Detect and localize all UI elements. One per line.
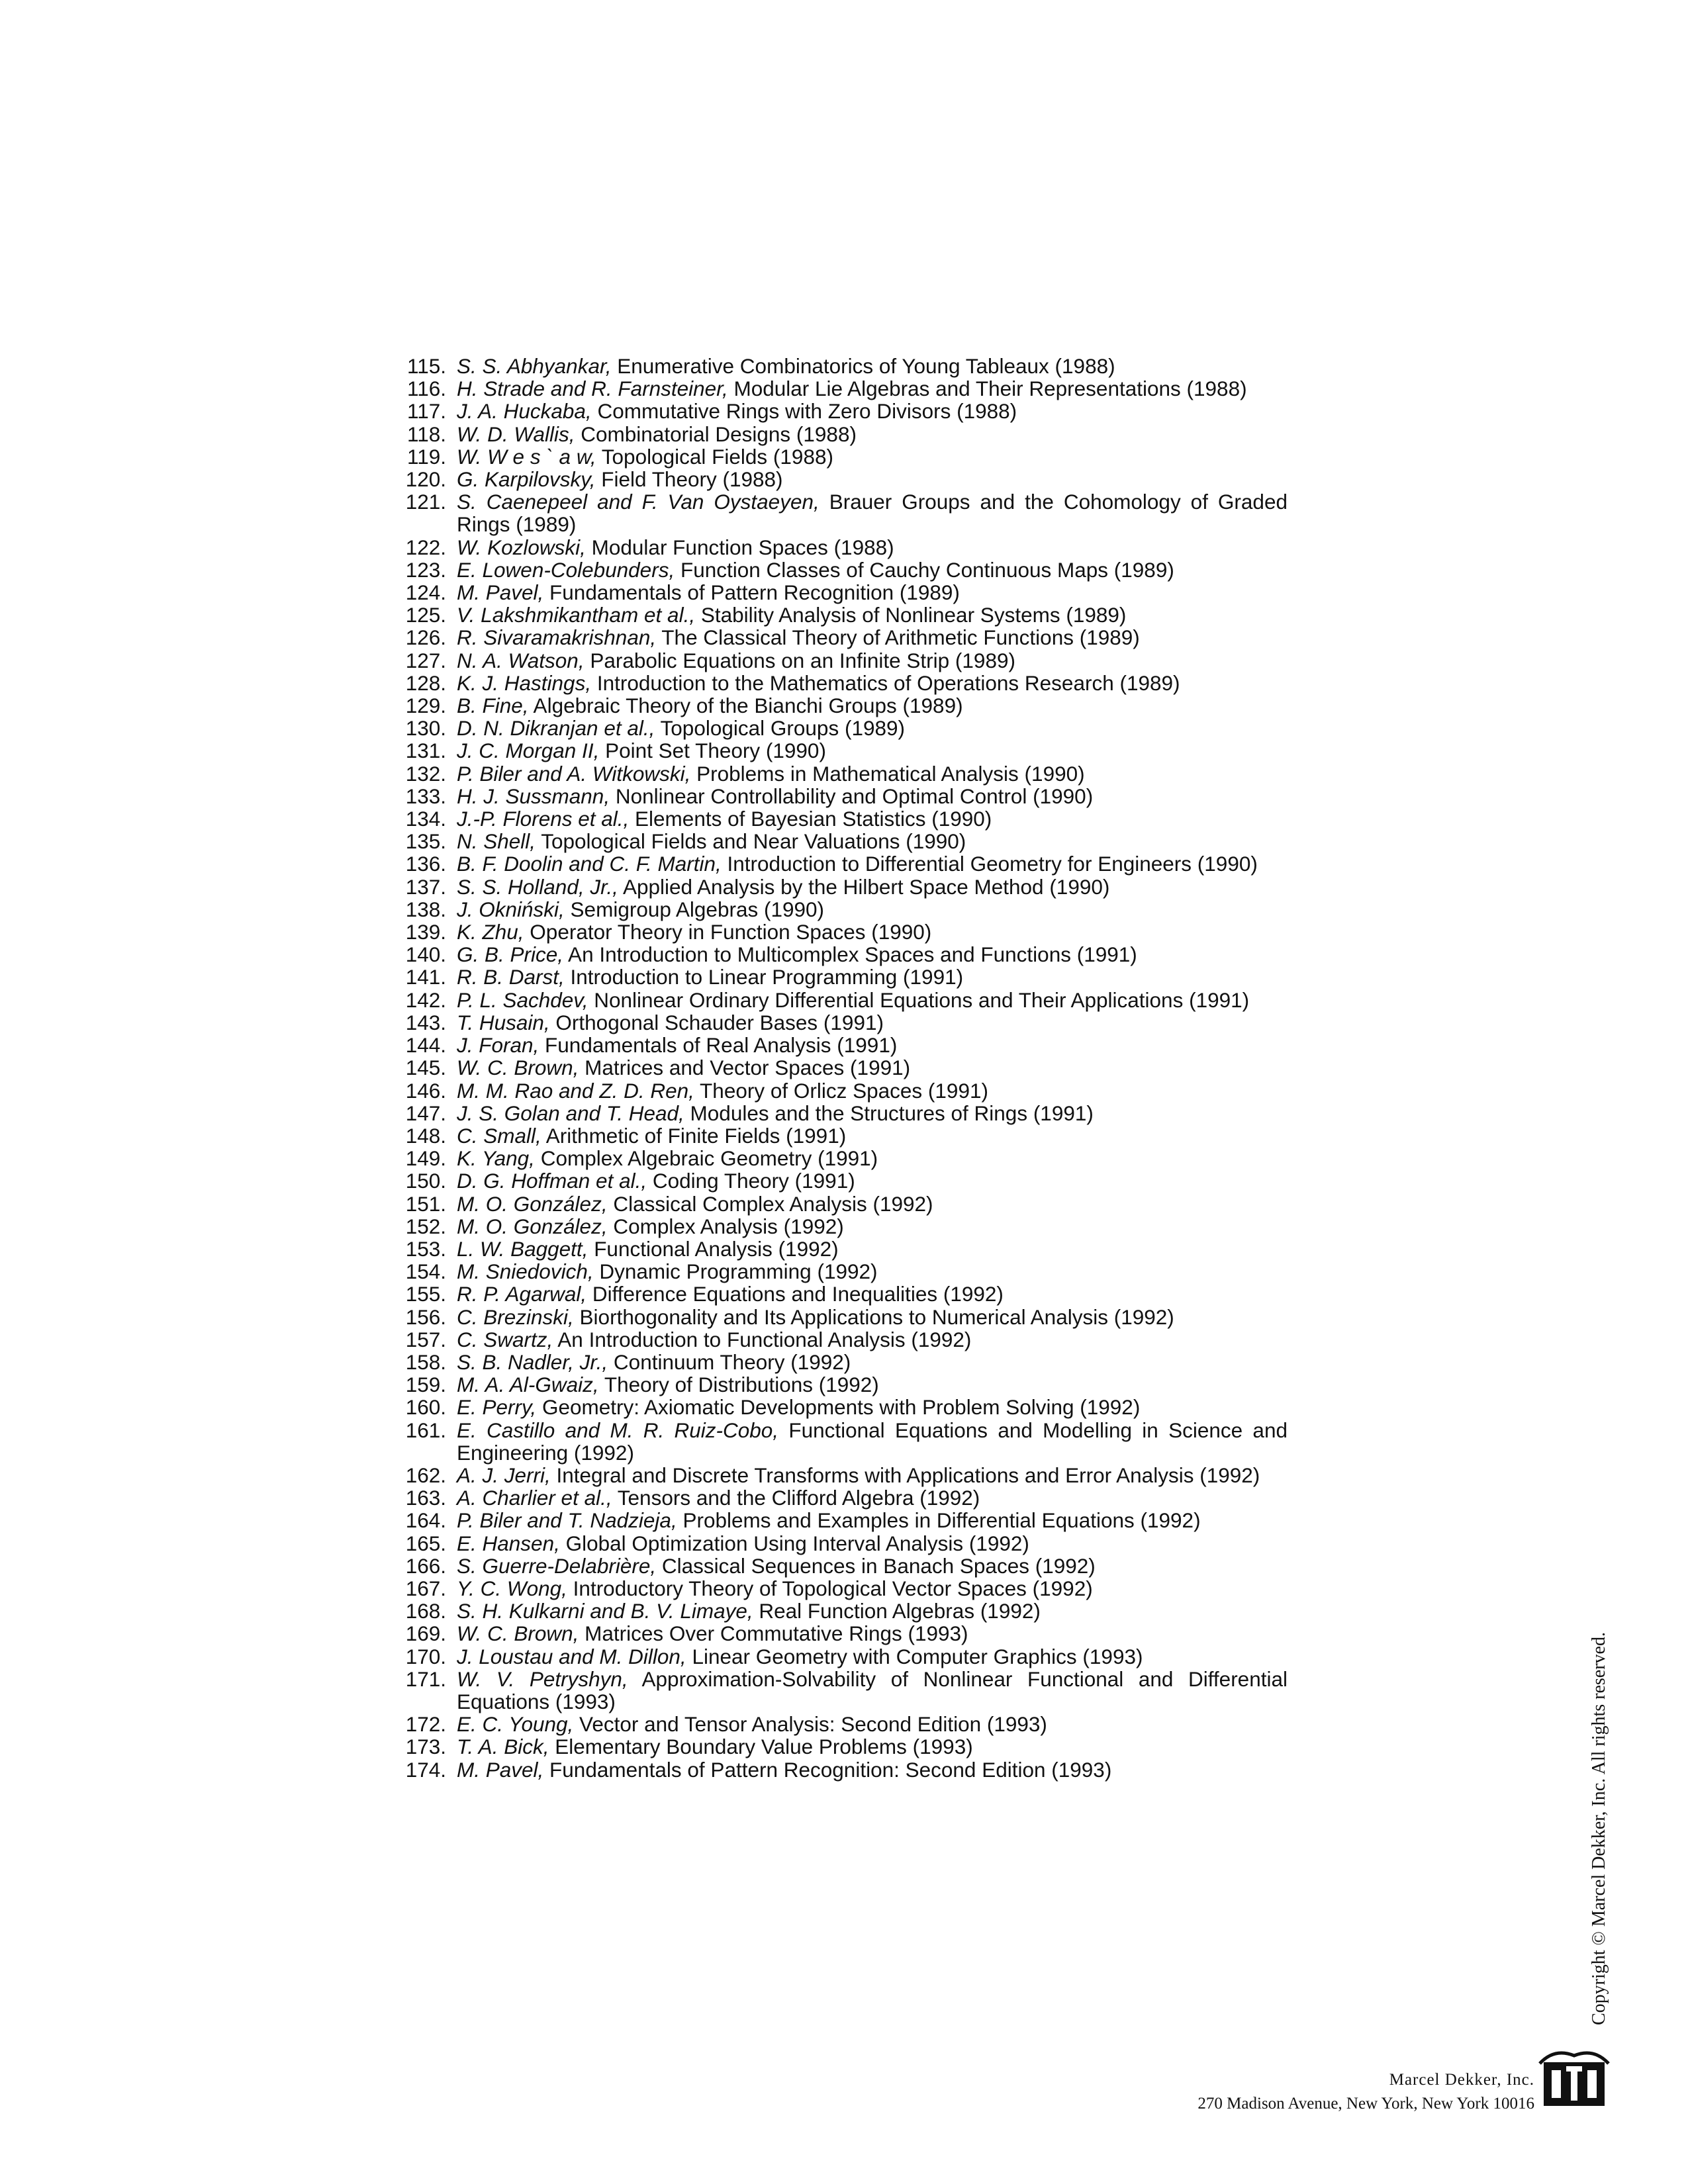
book-entry [397,739,1288,762]
book-entry [397,1735,1288,1758]
entry-title: Nonlinear Controllability and Optimal Control (1990) [610,784,1094,808]
entry-number: 163. [405,1486,446,1510]
entry-number: 164. [405,1508,446,1533]
entry-title: Elements of Bayesian Statistics (1990) [629,807,992,831]
entry-title: Point Set Theory (1990) [599,739,826,763]
publisher-address: 270 Madison Avenue, New York, New York 10016 [1197,2095,1534,2113]
entry-author: W. W e s ` a w, [457,444,596,469]
entry-title: Modular Function Spaces (1988) [585,535,894,559]
entry-author: J.-P. Florens et al., [457,807,630,831]
entry-title: Biorthogonality and Its Applications to Numerical Analysis (1992) [573,1304,1174,1329]
book-entry [397,1668,1288,1713]
book-entry [397,1169,1288,1192]
book-entry [397,694,1288,717]
entry-number: 118. [407,422,446,446]
entry-title: Linear Geometry with Computer Graphics (1993) [686,1644,1143,1668]
entry-author: G. B. Price, [457,942,564,967]
book-entry [397,1215,1288,1238]
entry-author: E. Perry, [457,1395,537,1420]
entry-number: 130. [405,716,446,741]
entry-author: M. M. Rao and Z. D. Ren, [457,1078,694,1103]
entry-title: Function Classes of Cauchy Continuous Maps (1989) [675,557,1174,582]
book-entry [397,1622,1288,1645]
entry-number: 129. [405,694,446,718]
entry-author: E. Hansen, [457,1531,560,1555]
book-entry [397,717,1288,739]
entry-title: Continuum Theory (1992) [608,1349,851,1374]
entry-title: Stability Analysis of Nonlinear Systems (1989) [695,603,1127,627]
book-entry [397,762,1288,785]
entry-author: H. J. Sussmann, [457,784,610,808]
entry-title: Introductory Theory of Topological Vector Spaces (1992) [567,1576,1093,1600]
entry-title: Elementary Boundary Value Problems (1993) [549,1735,973,1759]
book-entry [397,966,1288,988]
entry-author: C. Swartz, [457,1327,553,1351]
entry-author: C. Small, [457,1123,541,1148]
entry-author: R. P. Agarwal, [457,1282,587,1306]
entry-number: 123. [405,557,446,582]
entry-author: H. Strade and R. Farnsteiner, [457,377,728,401]
entry-title: Vector and Tensor Analysis: Second Edition (1993) [573,1712,1047,1737]
entry-author: K. Yang, [457,1146,535,1171]
entry-number: 174. [405,1757,446,1782]
entry-number: 139. [405,920,446,944]
entry-number: 171. [405,1666,446,1691]
entry-author: C. Brezinski, [457,1304,574,1329]
book-entry [397,1486,1288,1509]
book-entry [397,1193,1288,1215]
entry-number: 168. [405,1599,446,1623]
entry-title: Introduction to the Mathematics of Operations Research (1989) [591,670,1180,695]
book-entry [397,604,1288,626]
entry-author: M. Pavel, [457,580,544,605]
book-entry [397,852,1288,875]
entry-title: Difference Equations and Inequalities (1992) [586,1282,1004,1306]
entry-number: 138. [405,897,446,921]
book-entry [397,1464,1288,1486]
entry-number: 146. [405,1078,446,1103]
entry-title: Applied Analysis by the Hilbert Space Method (1990) [618,874,1110,899]
entry-author: V. Lakshmikantham et al., [457,603,696,627]
entry-title: Topological Groups (1989) [655,716,906,741]
book-entry [397,490,1288,535]
entry-title: Modular Lie Algebras and Their Representations (1988) [727,377,1247,401]
entry-number: 166. [405,1553,446,1578]
entry-number: 158. [405,1349,446,1374]
entry-number: 127. [405,648,446,672]
book-entry [397,1283,1288,1305]
entry-title: Orthogonal Schauder Bases (1991) [549,1010,884,1034]
entry-author: R. B. Darst, [457,965,565,989]
entry-title: Complex Analysis (1992) [607,1214,844,1238]
entry-title: Functional Equations and Modelling in Science and Engineering (1992) [457,1418,1288,1465]
entry-title: Fundamentals of Real Analysis (1991) [539,1033,898,1058]
entry-title: Approximation-Solvability of Nonlinear Functional and Differential Equations (1993) [457,1666,1288,1713]
book-entry [397,1034,1288,1056]
entry-title: Integral and Discrete Transforms with Applications and Error Analysis (1992) [550,1463,1260,1487]
entry-number: 151. [405,1191,446,1216]
entry-author: M. O. González, [457,1191,608,1216]
entry-title: Field Theory (1988) [595,467,783,492]
entry-author: P. L. Sachdev, [457,987,588,1012]
entry-number: 131. [405,739,446,763]
entry-title: Problems in Mathematical Analysis (1990) [690,761,1085,786]
entry-title: Theory of Distributions (1992) [598,1373,879,1397]
book-entry [397,423,1288,445]
entry-number: 141. [405,965,446,989]
entry-author: B. F. Doolin and C. F. Martin, [457,852,722,876]
entry-number: 144. [405,1033,446,1058]
entry-author: A. Charlier et al., [457,1486,612,1510]
entry-author: R. Sivaramakrishnan, [457,625,657,650]
entry-author: W. C. Brown, [457,1056,579,1080]
book-entry [397,1238,1288,1260]
series-book-list [397,355,1288,1781]
entry-author: W. C. Brown, [457,1621,579,1646]
entry-number: 143. [405,1010,446,1034]
entry-author: S. Guerre-Delabrière, [457,1553,657,1578]
entry-author: K. J. Hastings, [457,670,592,695]
entry-number: 159. [405,1373,446,1397]
entry-author: N. Shell, [457,829,536,854]
book-entry [397,581,1288,604]
book-entry [397,1079,1288,1102]
entry-number: 137. [405,874,446,899]
entry-title: Enumerative Combinatorics of Young Tableaux (1988) [611,354,1115,378]
book-entry [397,830,1288,852]
entry-title: Modules and the Structures of Rings (1991) [684,1101,1094,1125]
entry-number: 120. [405,467,446,492]
entry-title: Matrices and Vector Spaces (1991) [579,1056,911,1080]
entry-author: E. Lowen-Colebunders, [457,557,675,582]
book-entry [397,1419,1288,1464]
entry-number: 122. [405,535,446,559]
entry-number: 135. [405,829,446,854]
entry-title: Complex Algebraic Geometry (1991) [534,1146,878,1171]
entry-title: Combinatorial Designs (1988) [575,422,857,446]
entry-author: W. V. Petryshyn, [457,1666,628,1691]
entry-author: T. A. Bick, [457,1735,549,1759]
entry-title: Commutative Rings with Zero Divisors (1988) [591,399,1017,424]
entry-number: 156. [405,1304,446,1329]
entry-number: 148. [405,1123,446,1148]
entry-title: Introduction to Linear Programming (1991) [564,965,964,989]
book-entry [397,1011,1288,1034]
entry-author: T. Husain, [457,1010,550,1034]
entry-number: 147. [405,1101,446,1125]
entry-author: D. N. Dikranjan et al., [457,716,655,741]
entry-author: M. O. González, [457,1214,608,1238]
entry-author: A. J. Jerri, [457,1463,551,1487]
publisher-name: Marcel Dekker, Inc. [1389,2071,1534,2089]
entry-title: Coding Theory (1991) [647,1169,855,1193]
entry-author: J. A. Huckaba, [457,399,592,424]
entry-author: J. Foran, [457,1033,539,1058]
entry-author: S. B. Nadler, Jr., [457,1349,608,1374]
entry-title: Problems and Examples in Differential Equations (1992) [677,1508,1201,1533]
entry-author: S. S. Abhyankar, [457,354,612,378]
entry-number: 116. [407,377,446,401]
entry-number: 149. [405,1146,446,1171]
entry-title: Real Function Algebras (1992) [753,1599,1041,1623]
entry-number: 172. [405,1712,446,1737]
entry-author: J. Loustau and M. Dillon, [457,1644,686,1668]
book-entry [397,1532,1288,1555]
book-entry [397,876,1288,898]
book-entry [397,1555,1288,1577]
book-entry [397,559,1288,581]
entry-author: K. Zhu, [457,920,524,944]
book-entry [397,1713,1288,1735]
book-entry [397,943,1288,966]
entry-title: Topological Fields (1988) [596,444,833,469]
entry-title: Matrices Over Commutative Rings (1993) [579,1621,968,1646]
book-entry [397,400,1288,422]
book-entry [397,1758,1288,1781]
entry-title: Global Optimization Using Interval Analysis (1992) [559,1531,1029,1555]
book-entry [397,1260,1288,1283]
book-entry [397,1373,1288,1396]
book-entry [397,536,1288,559]
entry-title: Fundamentals of Pattern Recognition (1989) [543,580,960,605]
entry-number: 128. [405,670,446,695]
entry-author: N. A. Watson, [457,648,585,672]
entry-number: 115. [407,354,446,378]
entry-number: 121. [405,490,446,514]
entry-title: Parabolic Equations on an Infinite Strip (1989) [584,648,1015,672]
entry-number: 133. [405,784,446,808]
entry-author: W. D. Wallis, [457,422,575,446]
entry-number: 126. [405,625,446,650]
entry-title: An Introduction to Multicomplex Spaces and Functions (1991) [563,942,1137,967]
entry-author: G. Karpilovsky, [457,467,596,492]
entry-title: The Classical Theory of Arithmetic Functions (1989) [656,625,1140,650]
entry-number: 124. [405,580,446,605]
book-entry [397,807,1288,830]
entry-number: 169. [405,1621,446,1646]
entry-number: 162. [405,1463,446,1487]
entry-title: Introduction to Differential Geometry for Engineers (1990) [721,852,1258,876]
book-entry [397,1124,1288,1147]
entry-title: Tensors and the Clifford Algebra (1992) [612,1486,980,1510]
entry-number: 134. [405,807,446,831]
book-entry [397,1147,1288,1169]
book-entry [397,672,1288,694]
book-entry [397,1600,1288,1622]
book-entry [397,1509,1288,1531]
entry-number: 142. [405,987,446,1012]
entry-title: Topological Fields and Near Valuations (1990) [536,829,966,854]
entry-number: 153. [405,1236,446,1261]
book-entry [397,898,1288,921]
entry-author: M. Pavel, [457,1757,544,1782]
entry-title: Classical Sequences in Banach Spaces (1992) [656,1553,1096,1578]
publisher-imprint [1197,2068,1534,2116]
entry-number: 165. [405,1531,446,1555]
book-entry [397,1328,1288,1351]
entry-title: Arithmetic of Finite Fields (1991) [541,1123,847,1148]
entry-number: 170. [405,1644,446,1668]
entry-author: J. Okniński, [457,897,565,921]
entry-author: S. Caenepeel and F. Van Oystaeyen, [457,490,820,514]
book-entry [397,445,1288,468]
entry-author: W. Kozlowski, [457,535,586,559]
entry-author: M. A. Al-Gwaiz, [457,1373,599,1397]
book-entry [397,1645,1288,1668]
entry-author: J. S. Golan and T. Head, [457,1101,684,1125]
book-entry [397,377,1288,400]
entry-title: Classical Complex Analysis (1992) [607,1191,933,1216]
entry-number: 140. [405,942,446,967]
entry-author: B. Fine, [457,694,529,718]
book-entry [397,468,1288,490]
entry-title: Geometry: Axiomatic Developments with Problem Solving (1992) [536,1395,1141,1420]
entry-author: M. Sniedovich, [457,1259,594,1284]
entry-title: Theory of Orlicz Spaces (1991) [694,1078,988,1103]
entry-number: 136. [405,852,446,876]
book-entry [397,785,1288,807]
book-entry [397,1056,1288,1079]
entry-title: Algebraic Theory of the Bianchi Groups (1989) [528,694,963,718]
book-entry [397,1102,1288,1124]
entry-author: E. C. Young, [457,1712,574,1737]
entry-author: Y. C. Wong, [457,1576,567,1600]
book-entry [397,921,1288,943]
entry-title: An Introduction to Functional Analysis (1992) [553,1327,972,1351]
entry-title: Dynamic Programming (1992) [593,1259,878,1284]
book-entry [397,1351,1288,1373]
entry-number: 125. [405,603,446,627]
entry-author: E. Castillo and M. R. Ruiz-Cobo, [457,1418,779,1442]
entry-number: 117. [407,399,446,424]
entry-author: J. C. Morgan II, [457,739,600,763]
entry-number: 173. [405,1735,446,1759]
entry-number: 167. [405,1576,446,1600]
entry-title: Operator Theory in Function Spaces (1990) [524,920,932,944]
entry-number: 155. [405,1282,446,1306]
book-entry [397,1577,1288,1600]
book-entry [397,626,1288,649]
entry-number: 161. [405,1418,446,1442]
book-entry [397,1396,1288,1418]
entry-number: 152. [405,1214,446,1238]
entry-author: P. Biler and T. Nadzieja, [457,1508,677,1533]
entry-number: 160. [405,1395,446,1420]
entry-number: 150. [405,1169,446,1193]
entry-author: D. G. Hoffman et al., [457,1169,647,1193]
entry-number: 132. [405,761,446,786]
book-entry [397,355,1288,377]
entry-author: L. W. Baggett, [457,1236,588,1261]
entry-author: S. S. Holland, Jr., [457,874,618,899]
entry-title: Nonlinear Ordinary Differential Equations and Their Applications (1991) [588,987,1250,1012]
entry-number: 157. [405,1327,446,1351]
entry-author: S. H. Kulkarni and B. V. Limaye, [457,1599,753,1623]
entry-author: P. Biler and A. Witkowski, [457,761,691,786]
entry-title: Semigroup Algebras (1990) [564,897,825,921]
copyright-notice: Copyright © Marcel Dekker, Inc. All rights reserved. [1589,1632,1609,2025]
entry-title: Functional Analysis (1992) [588,1236,839,1261]
entry-number: 119. [407,444,446,469]
entry-number: 154. [405,1259,446,1284]
book-entry [397,649,1288,672]
entry-title: Fundamentals of Pattern Recognition: Second Edition (1993) [543,1757,1112,1782]
entry-title: Brauer Groups and the Cohomology of Graded Rings (1989) [457,490,1288,537]
publisher-logo-icon [1534,2044,1614,2110]
entry-number: 145. [405,1056,446,1080]
book-entry [397,989,1288,1011]
book-entry [397,1306,1288,1328]
